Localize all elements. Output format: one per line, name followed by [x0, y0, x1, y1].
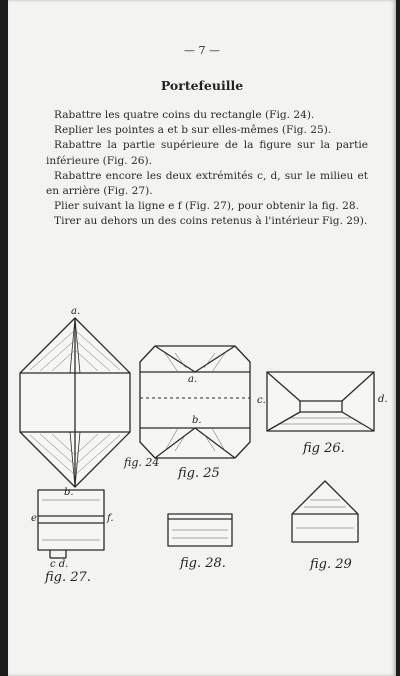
- fig-26-diagram: [267, 372, 374, 431]
- fig-24-diagram: [20, 318, 130, 487]
- fig-25-caption: fig. 25: [178, 466, 220, 481]
- fig-24-point-a: a.: [71, 306, 81, 317]
- fig-28-caption: fig. 28.: [180, 556, 226, 571]
- instruction-4: Rabattre encore les deux extrémités c, d, sur le milieu et en arrière (Fig. 27).: [46, 169, 368, 198]
- page-number: — 7 —: [184, 44, 220, 57]
- instruction-6: Tirer au dehors un des coins retenus à l'intérieur Fig. 29).: [54, 215, 368, 228]
- instruction-5: Plier suivant la ligne e f (Fig. 27), pour obtenir la fig. 28.: [54, 200, 359, 213]
- fig-26-point-d: d.: [378, 394, 388, 405]
- fig-29-caption: fig. 29: [310, 557, 352, 572]
- instruction-2: Replier les pointes a et b sur elles-mêmes (Fig. 25).: [54, 124, 332, 137]
- fig-27-point-e: e: [31, 513, 37, 524]
- fig-25-point-a: a.: [188, 374, 198, 385]
- instruction-1: Rabattre les quatre coins du rectangle (Fig. 24).: [54, 109, 315, 121]
- fig-27-point-cd: c d.: [50, 559, 69, 570]
- fig-24-point-b: b.: [64, 487, 74, 498]
- page-title: Portefeuille: [160, 78, 244, 93]
- fig-27-point-f: f.: [107, 513, 114, 524]
- fig-26-caption: fig 26.: [303, 441, 345, 456]
- fig-27-diagram: [38, 490, 104, 558]
- instruction-3: Rabattre la partie supérieure de la figure sur la partie inférieure (Fig. 26).: [46, 139, 368, 167]
- fig-29-diagram: [292, 481, 358, 542]
- fig-27-caption: fig. 27.: [45, 570, 91, 585]
- fig-25-diagram: [140, 346, 250, 458]
- fig-26-point-c: c.: [257, 395, 266, 406]
- fig-24-caption: fig. 24: [124, 456, 160, 469]
- fig-25-point-b: b.: [192, 415, 202, 426]
- fig-28-diagram: [168, 514, 232, 546]
